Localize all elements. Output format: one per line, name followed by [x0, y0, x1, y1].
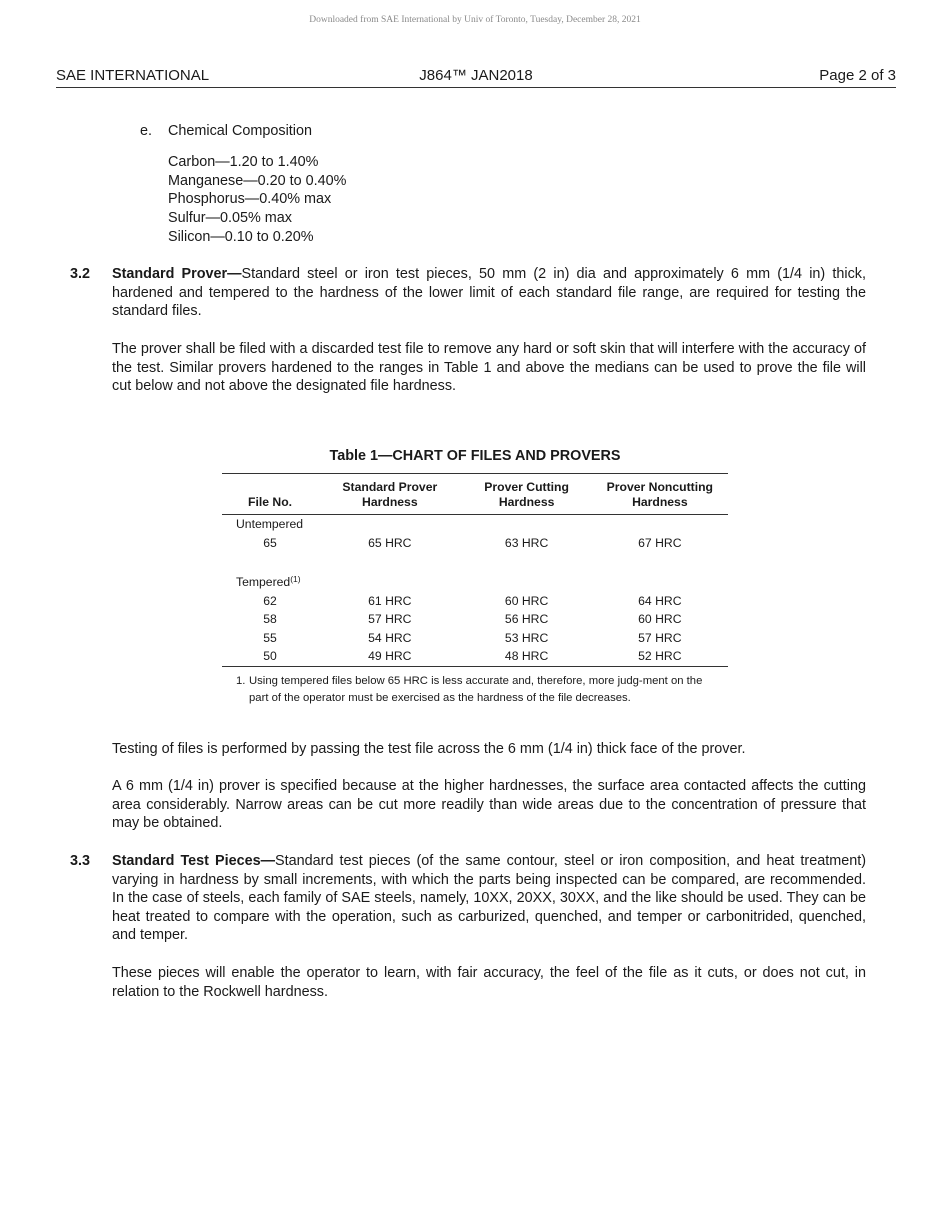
- table-row: [222, 629, 728, 648]
- chem-marker: e.: [140, 123, 153, 139]
- header-page-number: Page 2 of 3: [819, 67, 896, 84]
- section-3-3-para2: These pieces will enable the operator to learn, with fair accuracy, the feel of the file as it cuts, or does not cut, in relation to the Rockwell hardness.: [112, 965, 866, 1000]
- chem-item-phosphorus: Phosphorus—0.40% max: [168, 191, 332, 208]
- cell-prover-noncutting: 57 HRC: [638, 630, 682, 645]
- table-row: [222, 592, 728, 611]
- cell-prover-noncutting: 64 HRC: [638, 593, 682, 608]
- group-label-tempered: Tempered$^{(1)}$: [236, 574, 301, 590]
- cell-prover-cutting: 63 HRC: [504, 535, 549, 550]
- col-header-standard-prover: Standard Prover Hardness: [318, 474, 461, 515]
- chem-item-manganese: Manganese—0.20 to 0.40%: [168, 172, 347, 189]
- cell-prover-cutting: 56 HRC: [504, 612, 549, 627]
- files-provers-table: [222, 473, 728, 667]
- group-row-tempered: [222, 573, 728, 592]
- group-label-untempered: Untempered: [236, 517, 304, 532]
- page-header: [56, 67, 896, 88]
- group-row-untempered: [222, 515, 728, 534]
- para-prover: A 6 mm (1/4 in) prover is specified because at the higher hardnesses, the surface area contacted affects the cutting area considerably. Narrow areas can be cut more readily than wide areas due to the concentration of pressure that may be obtained.: [112, 778, 866, 831]
- footnote-number: 1.: [236, 675, 246, 687]
- chem-item-silicon: Silicon—0.10 to 0.20%: [168, 228, 314, 245]
- header-doc-id: J864™ JAN2018: [419, 67, 533, 84]
- cell-standard-prover: 57 HRC: [368, 612, 412, 627]
- download-watermark: Downloaded from SAE International by Univ of Toronto, Tuesday, December 28, 2021: [309, 15, 641, 25]
- cell-file-no: 65: [263, 535, 277, 550]
- col-header-file-no: File No.: [222, 474, 318, 515]
- table-header-row: [222, 474, 728, 515]
- section-3-3-paragraph: [112, 852, 866, 945]
- table-title: Table 1—CHART OF FILES AND PROVERS: [329, 448, 621, 464]
- cell-prover-cutting: 53 HRC: [504, 630, 549, 645]
- cell-prover-noncutting: 52 HRC: [638, 649, 682, 664]
- section-3-3-number: 3.3: [70, 853, 91, 869]
- para-testing: Testing of files is performed by passing the test file across the 6 mm (1/4 in) thick face of the prover.: [112, 741, 746, 757]
- cell-standard-prover: 65 HRC: [368, 535, 412, 550]
- cell-standard-prover: 49 HRC: [368, 649, 412, 664]
- col-header-prover-noncutting: Prover Noncutting Hardness: [592, 474, 728, 515]
- chem-item-carbon: Carbon—1.20 to 1.40%: [168, 154, 319, 170]
- section-3-3-heading: Standard Test Pieces—: [112, 853, 276, 869]
- header-org: SAE INTERNATIONAL: [56, 67, 210, 84]
- footnote-ref: (1): [290, 574, 301, 585]
- table-spacer-row: [222, 552, 728, 573]
- chem-list: [168, 153, 346, 246]
- table-row: [222, 534, 728, 553]
- cell-prover-noncutting: 60 HRC: [638, 612, 682, 627]
- chem-item-sulfur: Sulfur—0.05% max: [168, 210, 292, 227]
- col-header-prover-cutting: Prover Cutting Hardness: [462, 474, 592, 515]
- cell-file-no: 50: [263, 649, 277, 664]
- cell-file-no: 55: [263, 630, 277, 645]
- cell-standard-prover: 54 HRC: [368, 630, 412, 645]
- table-row: [222, 647, 728, 666]
- section-3-2-number: 3.2: [70, 266, 91, 282]
- section-3-2-heading: Standard Prover—: [112, 266, 242, 282]
- table-footnote: [236, 673, 706, 706]
- cell-prover-noncutting: 67 HRC: [638, 535, 682, 550]
- cell-file-no: 58: [263, 612, 277, 627]
- cell-prover-cutting: 48 HRC: [504, 649, 549, 664]
- section-3-2-paragraph: [112, 265, 866, 321]
- footnote-text: Using tempered files below 65 HRC is less accurate and, therefore, more judg-ment on the part of the operator must be exercised as the hardness of the file decreases.: [249, 675, 703, 704]
- chem-title: Chemical Composition: [168, 123, 312, 139]
- cell-standard-prover: 61 HRC: [368, 593, 412, 608]
- section-3-3-text: Standard test pieces (of the same contour, steel or iron composition, and heat treatment) varying in hardness by small increments, with which the parts being inspected can be compared, are recommended. In the case of steels, each family of SAE steels, namely, 10XX, 20XX, 30XX, and the like should be used. They can be heat treated to compare with the operation, such as carburized, quenched, and temper or carbonitrided, quenched, and temper.: [112, 853, 866, 943]
- section-3-2-text: Standard steel or iron test pieces, 50 mm (2 in) dia and approximately 6 mm (1/4 in) thick, hardened and tempered to the hardness of the lower limit of each standard file range, are required for testing the standard files.: [112, 266, 866, 319]
- cell-file-no: 62: [263, 593, 277, 608]
- section-3-2-para2: The prover shall be filed with a discarded test file to remove any hard or soft skin that will interfere with the accuracy of the test. Similar provers hardened to the ranges in Table 1 and above the medians can be used to prove the file will cut below and not above the designated file hardness.: [112, 341, 866, 394]
- table-row: [222, 610, 728, 629]
- cell-prover-cutting: 60 HRC: [504, 593, 549, 608]
